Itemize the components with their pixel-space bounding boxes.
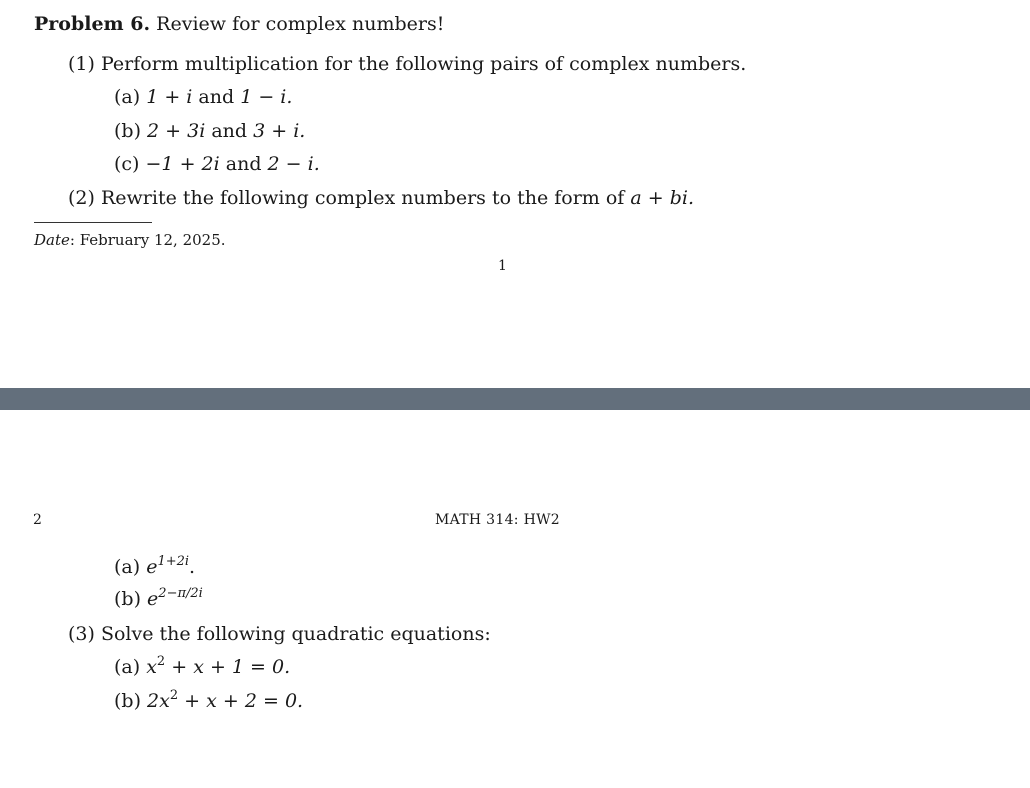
part-1-item-c [114, 153, 320, 175]
problem-title: Problem 6. [34, 13, 151, 35]
part-1-item-a [114, 86, 292, 108]
item-label: (b) [114, 120, 141, 142]
part-3-text: Solve the following quadratic equations: [100, 623, 491, 645]
problem-intro: Review for complex numbers! [156, 13, 445, 35]
document-page-2 [0, 410, 1030, 788]
part-1-label: (1) [68, 53, 95, 75]
part-3-item-a [114, 656, 290, 678]
joiner-text: and [211, 120, 248, 142]
math-expression: a + bi. [630, 187, 694, 209]
page-separator [0, 388, 1030, 410]
math-exponent: 2 [156, 654, 166, 669]
item-label: (a) [114, 556, 141, 578]
math-exponent: 2 [169, 688, 179, 703]
item-label: (b) [114, 690, 141, 712]
item-label: (c) [114, 153, 140, 175]
running-header: MATH 314: HW2 [435, 512, 560, 528]
part-3-item-b [114, 690, 303, 712]
joiner-text: and [225, 153, 262, 175]
part-3-label: (3) [68, 623, 95, 645]
math-expression: 3 + i. [253, 120, 306, 142]
part-1-statement [68, 53, 746, 75]
math-term: x [146, 656, 157, 678]
math-term: + x + 2 = 0. [178, 690, 304, 712]
part-2-label: (2) [68, 187, 95, 209]
problem-heading [34, 13, 444, 35]
part-2-statement [68, 187, 694, 209]
part-3-statement [68, 623, 491, 645]
math-base: e [146, 556, 158, 578]
math-base: e [147, 588, 159, 610]
footnote-label: Date [34, 231, 70, 249]
part-1-item-b [114, 120, 305, 142]
part-1-text: Perform multiplication for the following pairs of complex numbers. [100, 53, 747, 75]
part-2-item-a [114, 556, 195, 578]
footnote-value: : February 12, 2025. [69, 231, 226, 249]
math-term: + x + 1 = 0. [165, 656, 291, 678]
part-2-item-b [114, 588, 203, 610]
math-expression: 2 − i. [267, 153, 320, 175]
joiner-text: and [198, 86, 235, 108]
math-expression: 1 − i. [240, 86, 293, 108]
math-expression: 1 + i [146, 86, 193, 108]
math-expression: 2 + 3i [147, 120, 206, 142]
footnote-date [34, 231, 226, 249]
document-page-1 [0, 0, 1030, 388]
math-exponent: 2−π/2i [158, 586, 203, 601]
page-number: 2 [33, 512, 42, 528]
math-term: 2x [147, 690, 170, 712]
item-label: (a) [114, 656, 141, 678]
footnote-divider [34, 222, 152, 223]
page-number: 1 [498, 258, 507, 274]
part-2-text: Rewrite the following complex numbers to the form of [100, 187, 625, 209]
math-exponent: 1+2i [157, 554, 190, 569]
item-label: (b) [114, 588, 141, 610]
math-expression: −1 + 2i [145, 153, 220, 175]
trailing-punct: . [189, 556, 196, 578]
item-label: (a) [114, 86, 141, 108]
